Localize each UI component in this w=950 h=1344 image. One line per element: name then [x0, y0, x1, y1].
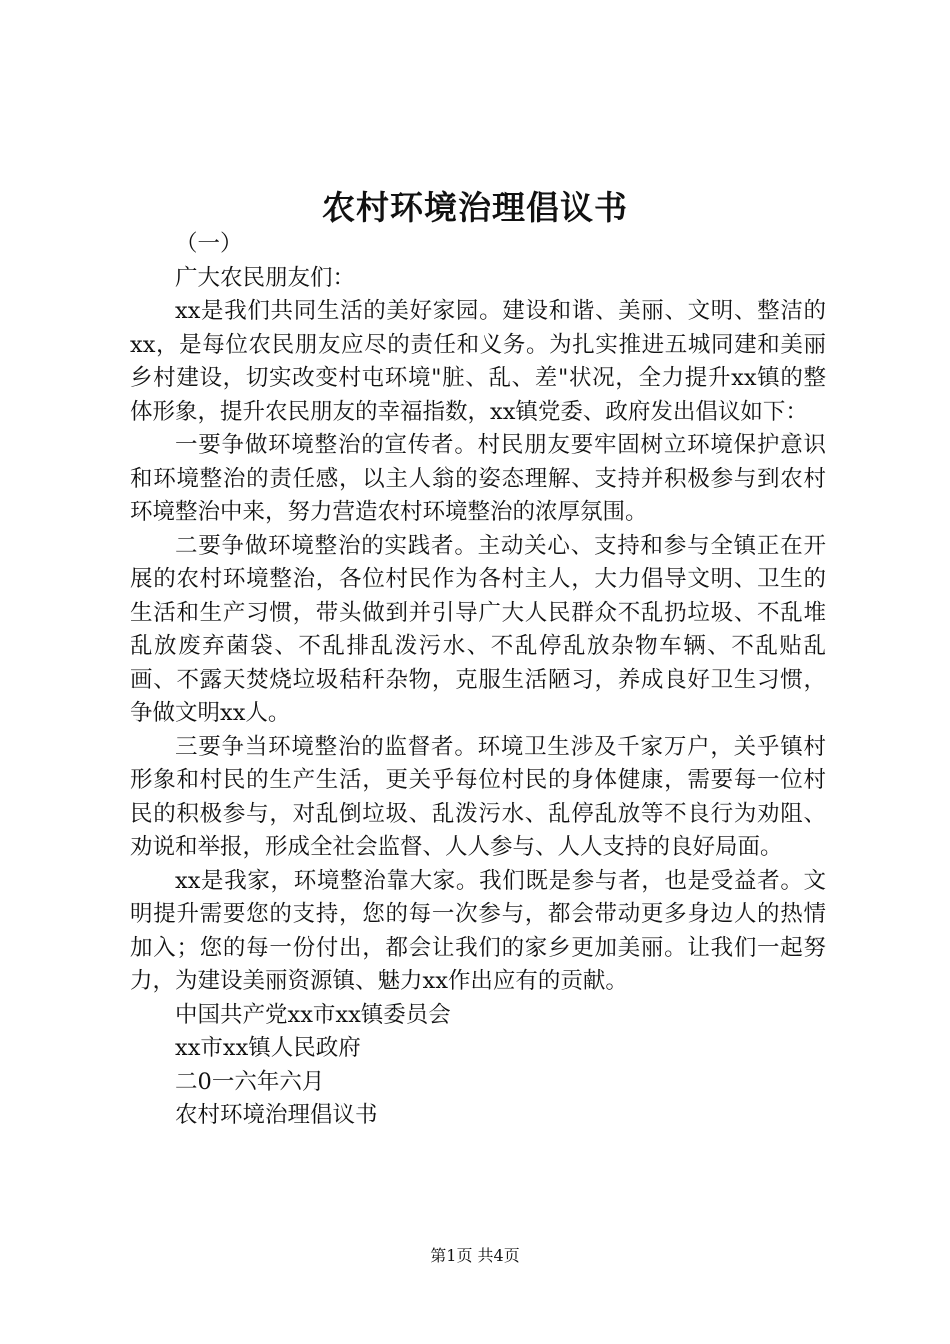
section-number: （一） — [175, 231, 243, 257]
page-number-footer: 第1页 共4页 — [430, 1246, 520, 1265]
signature-government: xx市xx镇人民政府 — [175, 1035, 361, 1061]
signature-date: 二0一六年六月 — [175, 1068, 325, 1095]
document-title: 农村环境治理倡议书 — [322, 188, 628, 227]
closing-paragraph: xx是我家，环境整治靠大家。我们既是参与者，也是受益者。文明提升需要您的支持，您的每一次参与，都会带动更多身边人的热情加入；您的每一份付出，都会让我们的家乡更加美丽。让我们一起努力，为建设美丽资源镇、魅力xx作出应有的贡献。 — [130, 867, 826, 994]
document-body — [130, 228, 826, 1133]
signature-party-committee: 中国共产党xx市xx镇委员会 — [175, 1001, 451, 1028]
salutation: 广大农民朋友们： — [175, 264, 356, 291]
proposal-two-paragraph: 二要争做环境整治的实践者。主动关心、支持和参与全镇正在开展的农村环境整治，各位村民作为各村主人，大力倡导文明、卫生的生活和生产习惯，带头做到并引导广大人民群众不乱扔垃圾、不乱堆乱放废弃菌袋、不乱排乱泼污水、不乱停乱放杂物车辆、不乱贴乱画、不露天焚烧垃圾秸秆杂物，克服生活陋习，养成良好卫生习惯，争做文明xx人。 — [130, 532, 826, 726]
intro-paragraph: xx是我们共同生活的美好家园。建设和谐、美丽、文明、整洁的xx，是每位农民朋友应尽的责任和义务。为扎实推进五城同建和美丽乡村建设，切实改变村屯环境"脏、乱、差"状况，全力提升xx镇的整体形象，提升农民朋友的幸福指数，xx镇党委、政府发出倡议如下： — [130, 298, 826, 425]
proposal-one-paragraph: 一要争做环境整治的宣传者。村民朋友要牢固树立环境保护意识和环境整治的责任感，以主人翁的姿态理解、支持并积极参与到农村环境整治中来，努力营造农村环境整治的浓厚氛围。 — [130, 432, 826, 525]
proposal-three-paragraph: 三要争当环境整治的监督者。环境卫生涉及千家万户，关乎镇村形象和村民的生产生活，更关乎每位村民的身体健康，需要每一位村民的积极参与，对乱倒垃圾、乱泼污水、乱停乱放等不良行为劝阻、劝说和举报，形成全社会监督、人人参与、人人支持的良好局面。 — [130, 733, 826, 860]
trailing-title: 农村环境治理倡议书 — [175, 1102, 378, 1128]
